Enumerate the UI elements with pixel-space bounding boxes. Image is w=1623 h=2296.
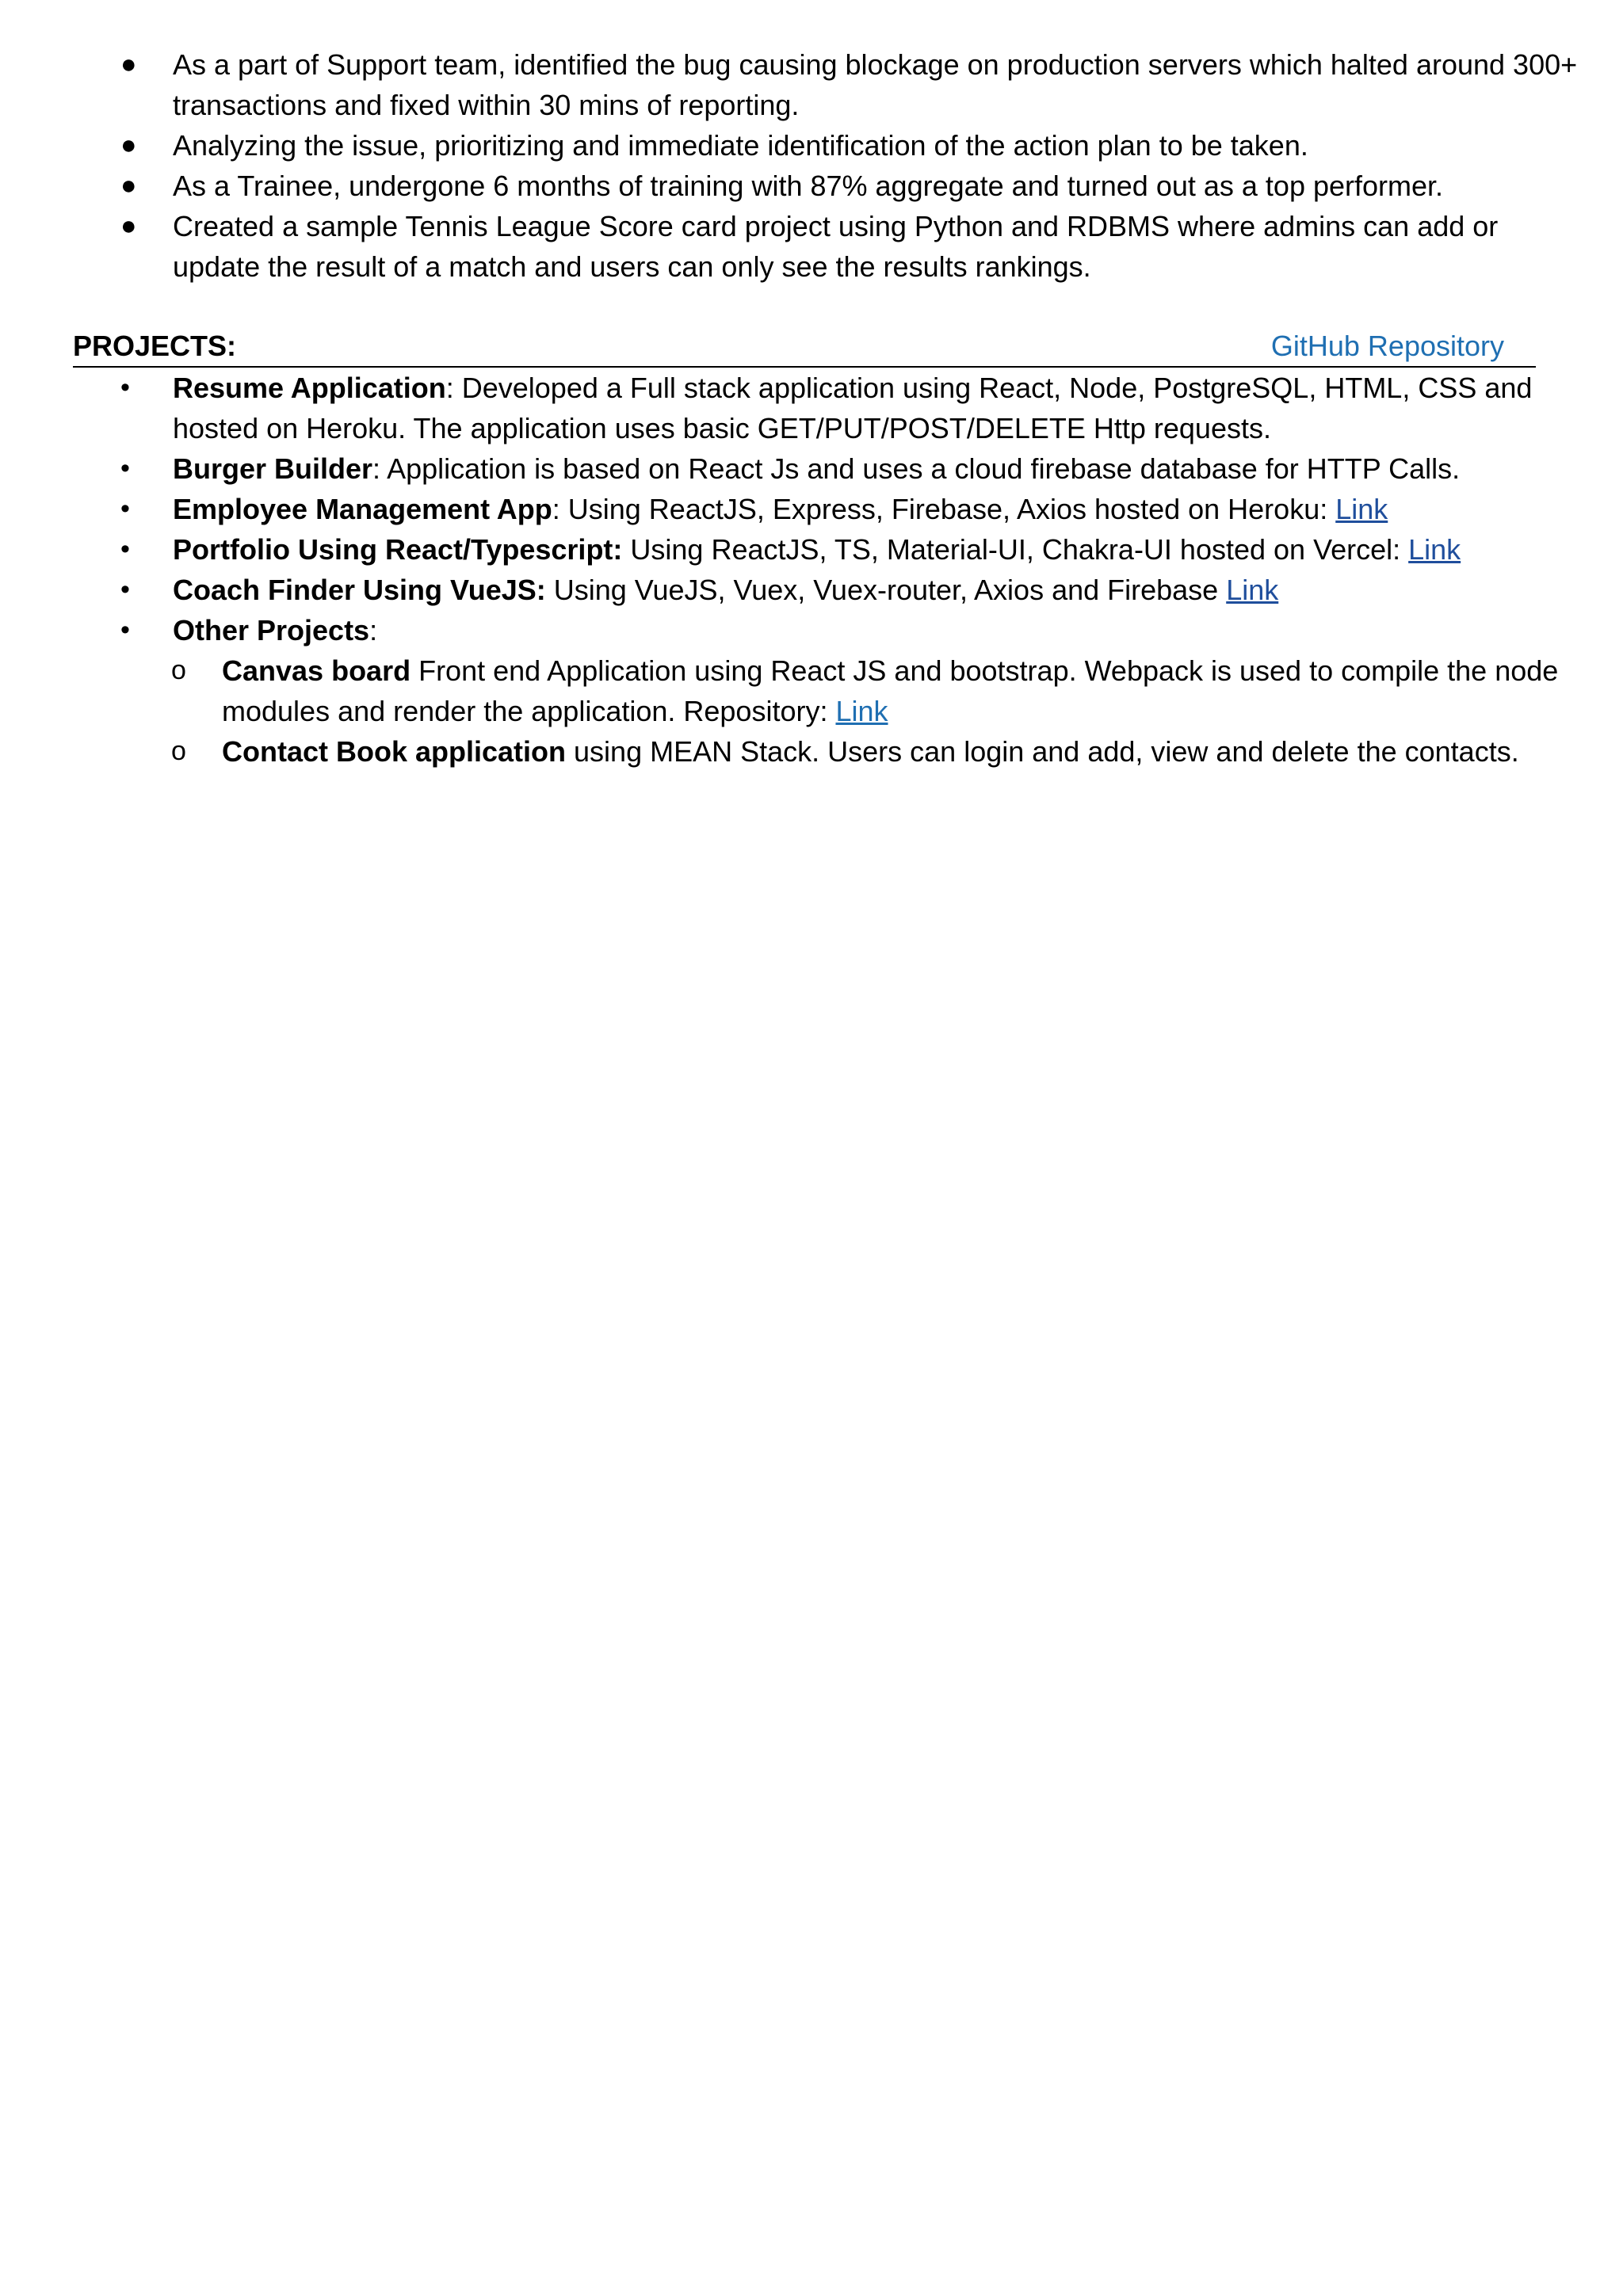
project-description: : Developed a Full stack application using React, Node, PostgreSQL, HTML, CSS and hosted on Heroku. The application uses basic GET/PUT/POST/DELETE Http requests. [173, 372, 1533, 444]
bullet-icon: • [120, 574, 130, 605]
projects-section [0, 368, 1623, 772]
bullet-icon: • [120, 453, 130, 483]
sub-list-item [0, 731, 1623, 772]
list-item [0, 44, 1623, 125]
project-description: Using ReactJS, TS, Material-UI, Chakra-UI hosted on Vercel: [622, 533, 1409, 566]
bullet-icon: • [120, 372, 130, 402]
list-item [0, 368, 1623, 448]
sub-list-item [0, 650, 1623, 731]
project-description: Front end Application using React JS and bootstrap. Webpack is used to compile the node modules and render the application. Repository: [222, 654, 1559, 727]
bullet-icon: ● [120, 49, 137, 79]
project-title: Portfolio Using React/Typescript: [173, 533, 623, 566]
project-link[interactable]: Link [1408, 533, 1461, 566]
project-title: Employee Management App [173, 493, 552, 525]
list-item [0, 570, 1623, 610]
project-title: Canvas board [222, 654, 411, 687]
list-item [0, 448, 1623, 489]
experience-text: As a part of Support team, identified the bug causing blockage on production servers which halted around 300+ transactions and fixed within 30 mins of reporting. [173, 48, 1578, 121]
list-item [0, 489, 1623, 529]
project-title: Coach Finder Using VueJS: [173, 574, 546, 606]
list-item [0, 610, 1623, 650]
list-item [0, 206, 1623, 287]
project-description: Using VueJS, Vuex, Vuex-router, Axios and Firebase [545, 574, 1227, 606]
project-description: : [369, 614, 378, 646]
circle-bullet-icon: o [171, 736, 186, 766]
projects-heading-row [73, 326, 1536, 368]
bullet-icon: ● [120, 170, 137, 200]
list-item [0, 125, 1623, 166]
project-title: Contact Book application [222, 735, 567, 768]
circle-bullet-icon: o [171, 655, 186, 685]
project-description: using MEAN Stack. Users can login and add, view and delete the contacts. [566, 735, 1519, 768]
experience-section [0, 44, 1623, 287]
section-title: PROJECTS: [73, 330, 237, 362]
experience-text: Created a sample Tennis League Score card project using Python and RDBMS where admins can add or update the result of a match and users can only see the results rankings. [173, 210, 1499, 283]
experience-text: As a Trainee, undergone 6 months of training with 87% aggregate and turned out as a top performer. [173, 170, 1444, 202]
project-link[interactable]: Link [1335, 493, 1388, 525]
list-item [0, 529, 1623, 570]
project-description: : Using ReactJS, Express, Firebase, Axios hosted on Heroku: [552, 493, 1336, 525]
project-title: Burger Builder [173, 452, 373, 485]
bullet-icon: • [120, 534, 130, 564]
bullet-icon: ● [120, 211, 137, 241]
project-link[interactable]: Link [1226, 574, 1279, 606]
repository-link[interactable]: Link [835, 695, 888, 727]
github-repository-link[interactable]: GitHub Repository [1270, 330, 1504, 362]
list-item [0, 166, 1623, 206]
project-title: Other Projects [173, 614, 370, 646]
project-title: Resume Application [173, 372, 446, 404]
project-description: : Application is based on React Js and uses a cloud firebase database for HTTP Calls. [372, 452, 1461, 485]
bullet-icon: • [120, 494, 130, 524]
experience-text: Analyzing the issue, prioritizing and immediate identification of the action plan to be taken. [173, 129, 1308, 162]
bullet-icon: ● [120, 130, 137, 160]
bullet-icon: • [120, 615, 130, 645]
